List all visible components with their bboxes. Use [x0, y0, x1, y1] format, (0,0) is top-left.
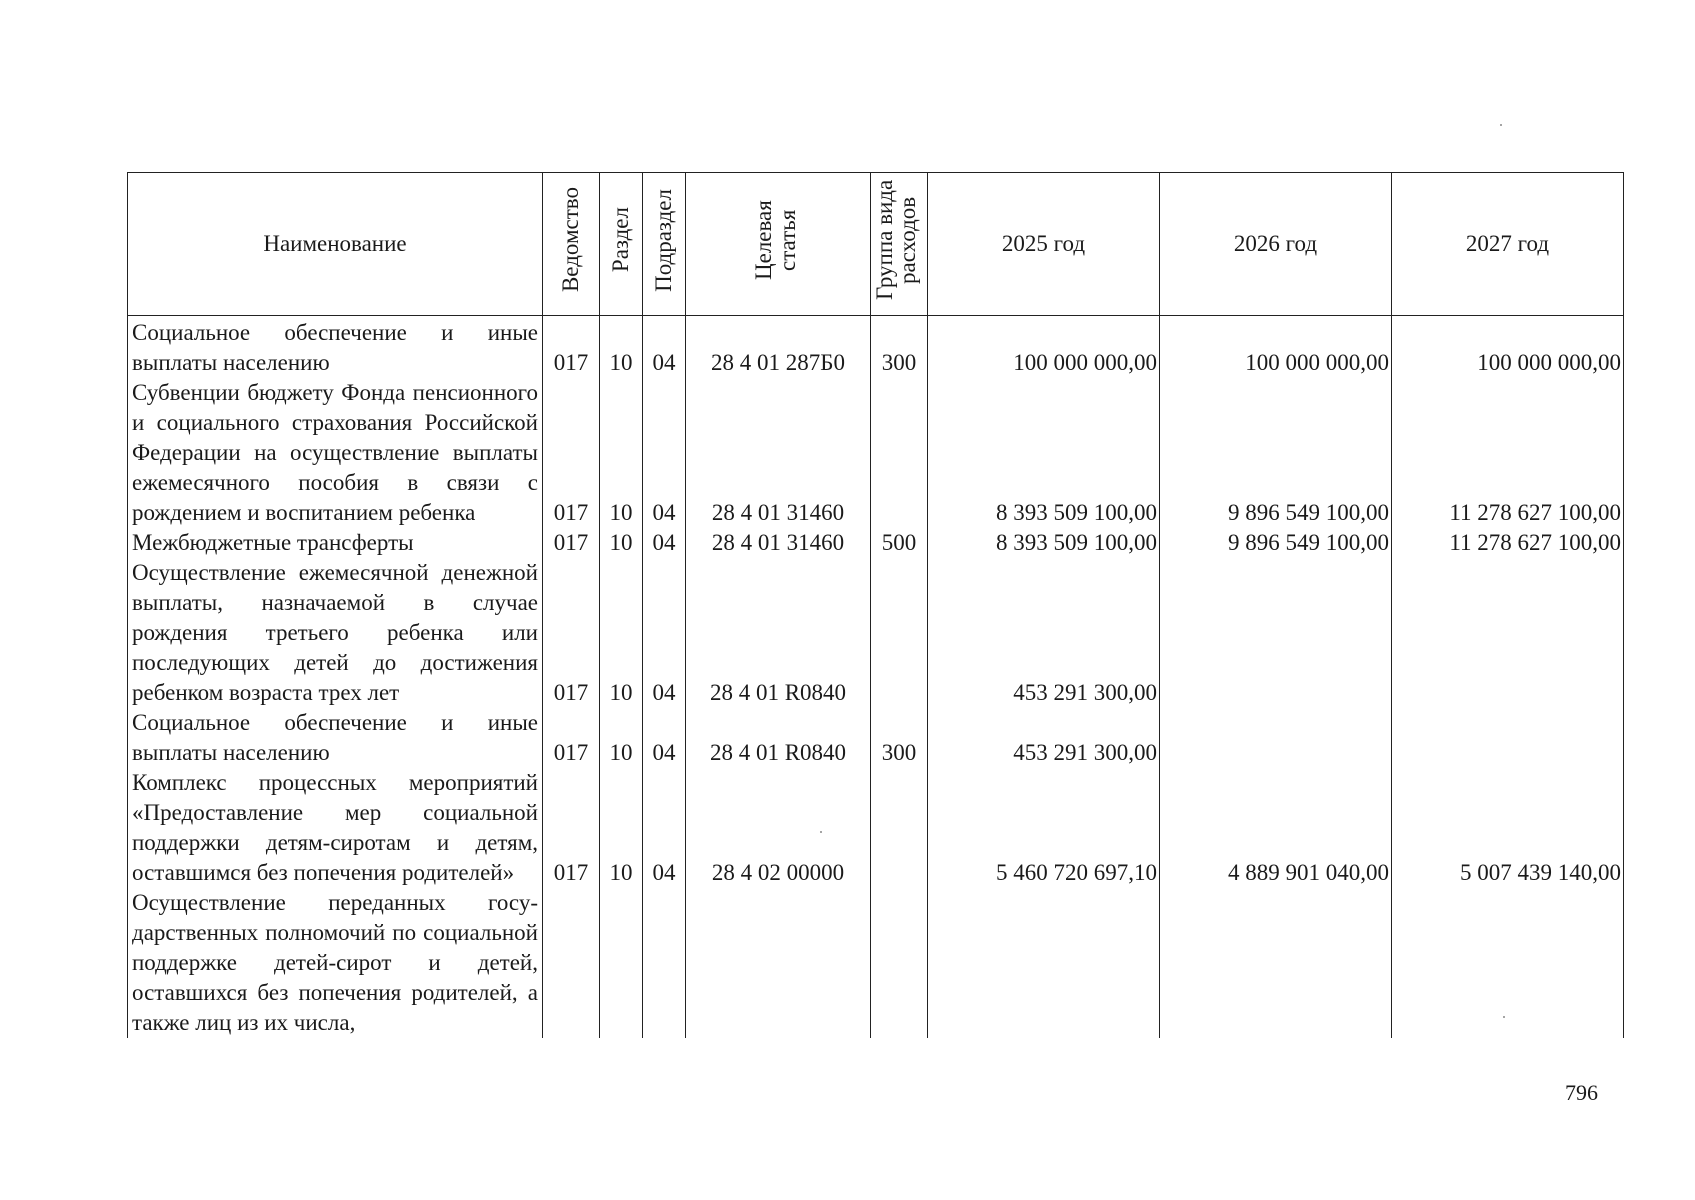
row-gruppa — [871, 888, 928, 1038]
row-vedomstvo: 017 — [543, 708, 600, 768]
header-vedomstvo: Ведомство — [543, 173, 600, 316]
table-row — [128, 528, 1624, 558]
row-razdel: 10 — [600, 768, 643, 888]
table-row — [128, 888, 1624, 1038]
row-podrazdel: 04 — [643, 316, 686, 379]
page-number: 796 — [1565, 1080, 1598, 1105]
row-razdel: 10 — [600, 708, 643, 768]
scan-speck — [1500, 124, 1502, 126]
row-celevaya: 28 4 01 R0840 — [686, 558, 871, 708]
row-vedomstvo: 017 — [543, 316, 600, 379]
row-podrazdel — [643, 888, 686, 1038]
row-gruppa — [871, 378, 928, 528]
table-row — [128, 708, 1624, 768]
header-name: Наименование — [128, 173, 543, 316]
row-2027: 100 000 000,00 — [1392, 316, 1624, 379]
row-razdel: 10 — [600, 316, 643, 379]
row-gruppa: 300 — [871, 316, 928, 379]
row-podrazdel: 04 — [643, 708, 686, 768]
row-razdel: 10 — [600, 558, 643, 708]
table-row — [128, 316, 1624, 379]
header-2025: 2025 год — [928, 173, 1160, 316]
row-2026 — [1160, 888, 1392, 1038]
row-2025: 5 460 720 697,10 — [928, 768, 1160, 888]
row-2026: 100 000 000,00 — [1160, 316, 1392, 379]
scan-speck — [1503, 1016, 1505, 1018]
row-gruppa: 300 — [871, 708, 928, 768]
header-podrazdel: Подраздел — [643, 173, 686, 316]
row-2026: 9 896 549 100,00 — [1160, 528, 1392, 558]
row-2025 — [928, 888, 1160, 1038]
table-row — [128, 378, 1624, 528]
row-celevaya: 28 4 01 287Б0 — [686, 316, 871, 379]
row-celevaya: 28 4 01 31460 — [686, 378, 871, 528]
row-2026: 4 889 901 040,00 — [1160, 768, 1392, 888]
row-celevaya: 28 4 01 R0840 — [686, 708, 871, 768]
header-2026: 2026 год — [1160, 173, 1392, 316]
row-2025: 8 393 509 100,00 — [928, 528, 1160, 558]
header-gruppa-vida-rashodov: Группа вида расходов — [871, 173, 928, 316]
row-vedomstvo: 017 — [543, 378, 600, 528]
row-podrazdel: 04 — [643, 528, 686, 558]
row-celevaya — [686, 888, 871, 1038]
row-razdel: 10 — [600, 378, 643, 528]
row-name: Осуществление переданных государственных полномочий по социальной поддержке детей-сирот и детей, оставшихся без попечения родителей, а также лиц из их числа, — [128, 888, 543, 1038]
row-podrazdel: 04 — [643, 768, 686, 888]
row-2025: 453 291 300,00 — [928, 708, 1160, 768]
row-name: Осуществление ежемесячной денежной выплаты, назначаемой в случае рождения третьего ребенка или последующих детей до достижения ребенком возраста трех лет — [128, 558, 543, 708]
row-podrazdel: 04 — [643, 558, 686, 708]
row-2027 — [1392, 888, 1624, 1038]
row-vedomstvo — [543, 888, 600, 1038]
row-vedomstvo: 017 — [543, 528, 600, 558]
row-vedomstvo: 017 — [543, 558, 600, 708]
row-name: Субвенции бюджету Фонда пенсионного и социального страхования Российской Федерации на осуществление выплаты ежемесячного пособия в связи с рождением и воспитанием ребенка — [128, 378, 543, 528]
row-gruppa — [871, 768, 928, 888]
row-gruppa: 500 — [871, 528, 928, 558]
row-2027: 11 278 627 100,00 — [1392, 378, 1624, 528]
row-vedomstvo: 017 — [543, 768, 600, 888]
table-row — [128, 768, 1624, 888]
row-2026: 9 896 549 100,00 — [1160, 378, 1392, 528]
table-row — [128, 558, 1624, 708]
table-header — [128, 173, 1624, 316]
row-podrazdel: 04 — [643, 378, 686, 528]
row-name: Социальное обеспечение и иные выплаты населению — [128, 316, 543, 379]
row-razdel — [600, 888, 643, 1038]
row-2025: 453 291 300,00 — [928, 558, 1160, 708]
row-name: Межбюджетные трансферты — [128, 528, 543, 558]
scan-speck — [820, 831, 822, 833]
row-2026 — [1160, 708, 1392, 768]
header-razdel: Раздел — [600, 173, 643, 316]
row-celevaya: 28 4 02 00000 — [686, 768, 871, 888]
row-razdel: 10 — [600, 528, 643, 558]
row-gruppa — [871, 558, 928, 708]
row-2026 — [1160, 558, 1392, 708]
header-celevaya-statya: Целевая статья — [686, 173, 871, 316]
row-celevaya: 28 4 01 31460 — [686, 528, 871, 558]
row-name: Социальное обеспечение и иные выплаты населению — [128, 708, 543, 768]
row-2025: 8 393 509 100,00 — [928, 378, 1160, 528]
table-body — [128, 316, 1624, 1039]
row-2025: 100 000 000,00 — [928, 316, 1160, 379]
row-2027 — [1392, 558, 1624, 708]
header-2027: 2027 год — [1392, 173, 1624, 316]
row-name: Комплекс процессных мероприятий «Предоставление мер социальной поддержки детям-сиротам и детям, оставшимся без попечения родителей» — [128, 768, 543, 888]
row-2027: 5 007 439 140,00 — [1392, 768, 1624, 888]
budget-table — [127, 172, 1624, 1038]
row-2027 — [1392, 708, 1624, 768]
row-2027: 11 278 627 100,00 — [1392, 528, 1624, 558]
